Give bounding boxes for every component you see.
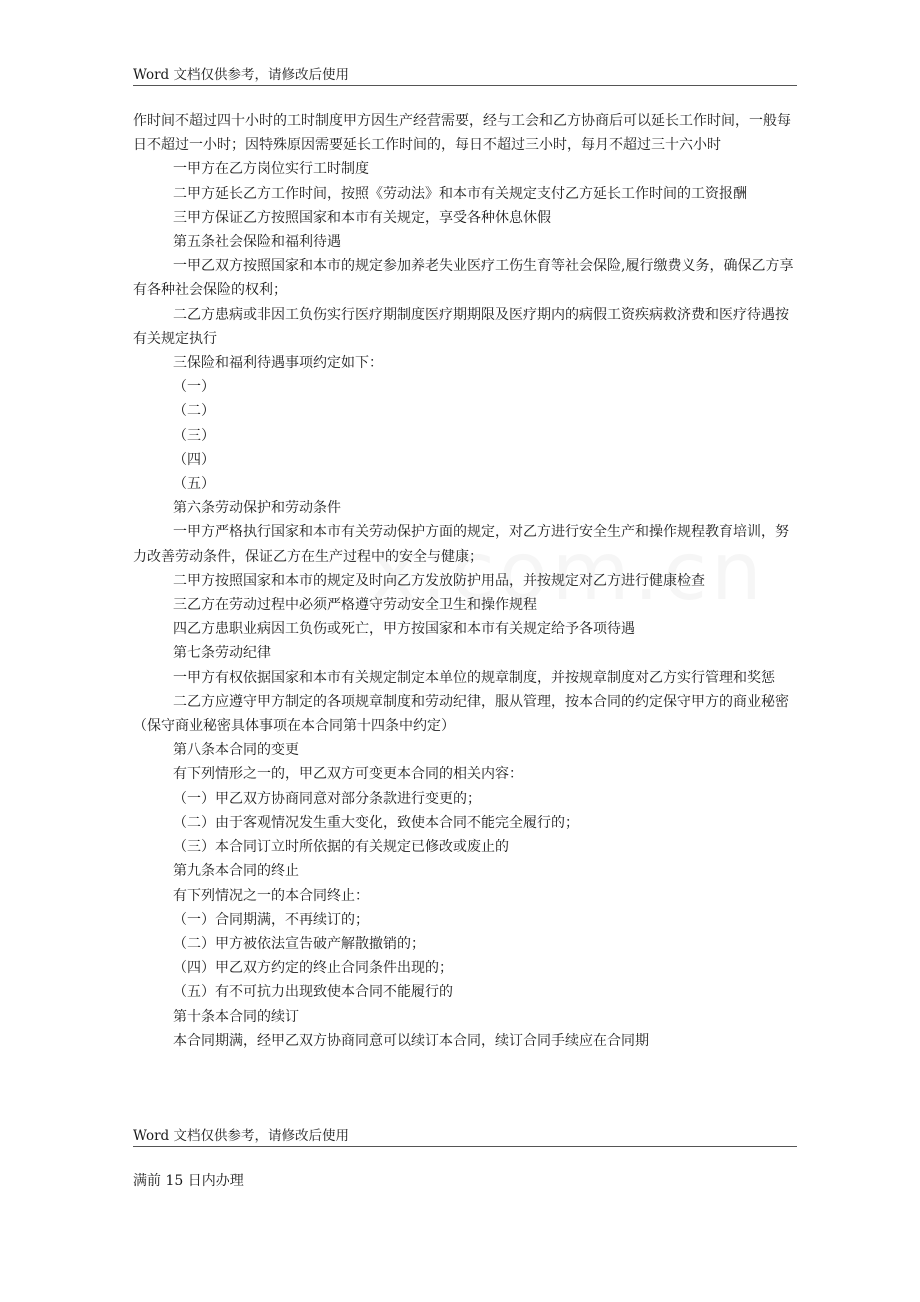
paragraph: 第十条本合同的续订 xyxy=(173,1008,299,1025)
paragraph: 一甲方严格执行国家和本市有关劳动保护方面的规定，对乙方进行安全生产和操作规程教育培训，努力改善劳动条件，保证乙方在生产过程中的安全与健康； xyxy=(133,524,789,565)
paragraph: 作时间不超过四十小时的工时制度甲方因生产经营需要，经与工会和乙方协商后可以延长工作时间，一般每日不超过一小时；因特殊原因需要延长工作时间的，每日不超过三小时，每月不超过三十六小时 xyxy=(133,113,791,154)
paragraph: 本合同期满，经甲乙双方协商同意可以续订本合同，续订合同手续应在合同期 xyxy=(173,1032,649,1049)
paragraph: 二甲方延长乙方工作时间，按照《劳动法》和本市有关规定支付乙方延长工作时间的工资报酬 xyxy=(173,185,747,202)
paragraph: 三乙方在劳动过程中必须严格遵守劳动安全卫生和操作规程 xyxy=(173,597,537,614)
paragraph: 有下列情况之一的本合同终止： xyxy=(173,887,369,904)
paragraph: （二）甲方被依法宣告破产解散撤销的； xyxy=(173,935,425,952)
paragraph: 第六条劳动保护和劳动条件 xyxy=(173,500,341,517)
paragraph: 一甲方在乙方岗位实行工时制度 xyxy=(173,161,369,178)
page-footer: Word 文档仅供参考，请修改后使用 xyxy=(133,1127,797,1147)
paragraph: （三） xyxy=(173,427,215,444)
paragraph: 有下列情形之一的，甲乙双方可变更本合同的相关内容： xyxy=(173,766,523,783)
next-page-text: 满前 15 日内办理 xyxy=(133,1173,244,1189)
paragraph: （五） xyxy=(173,476,215,493)
paragraph: 四乙方患职业病因工负伤或死亡，甲方按国家和本市有关规定给予各项待遇 xyxy=(173,621,635,638)
paragraph: 一甲乙双方按照国家和本市的规定参加养老失业医疗工伤生育等社会保险,履行缴费义务，确保乙方享有各种社会保险的权利； xyxy=(133,258,794,299)
paragraph: （三）本合同订立时所依据的有关规定已修改或废止的 xyxy=(173,839,509,856)
paragraph: （五）有不可抗力出现致使本合同不能履行的 xyxy=(173,984,453,1001)
paragraph: 二甲方按照国家和本市的规定及时向乙方发放防护用品，并按规定对乙方进行健康检查 xyxy=(173,572,705,589)
paragraph: 二乙方应遵守甲方制定的各项规章制度和劳动纪律，服从管理，按本合同的约定保守甲方的商业秘密（保守商业秘密具体事项在本合同第十四条中约定） xyxy=(133,693,789,735)
paragraph: （四）甲乙双方约定的终止合同条件出现的； xyxy=(173,960,453,977)
paragraph: （二）由于客观情况发生重大变化，致使本合同不能完全履行的； xyxy=(173,814,579,831)
paragraph: 第五条社会保险和福利待遇 xyxy=(173,234,341,251)
paragraph: （一） xyxy=(173,379,215,396)
paragraph: 三保险和福利待遇事项约定如下： xyxy=(173,355,383,372)
paragraph: （二） xyxy=(173,403,215,420)
paragraph: 第八条本合同的变更 xyxy=(173,742,299,759)
paragraph: （一）甲乙双方协商同意对部分条款进行变更的； xyxy=(173,790,481,807)
paragraph: 二乙方患病或非因工负伤实行医疗期制度医疗期期限及医疗期内的病假工资疾病救济费和医疗待遇按有关规定执行 xyxy=(133,306,789,347)
paragraph: 第七条劳动纪律 xyxy=(173,645,271,662)
paragraph: （一）合同期满，不再续订的； xyxy=(173,911,369,928)
paragraph: 一甲方有权依据国家和本市有关规定制定本单位的规章制度，并按规章制度对乙方实行管理和奖惩 xyxy=(173,669,775,686)
paragraph: 第九条本合同的终止 xyxy=(173,863,299,880)
paragraph: （四） xyxy=(173,451,215,468)
paragraph: 三甲方保证乙方按照国家和本市有关规定，享受各种休息休假 xyxy=(173,209,551,226)
document-body xyxy=(133,109,797,1053)
page-header: Word 文档仅供参考，请修改后使用 xyxy=(133,66,797,86)
